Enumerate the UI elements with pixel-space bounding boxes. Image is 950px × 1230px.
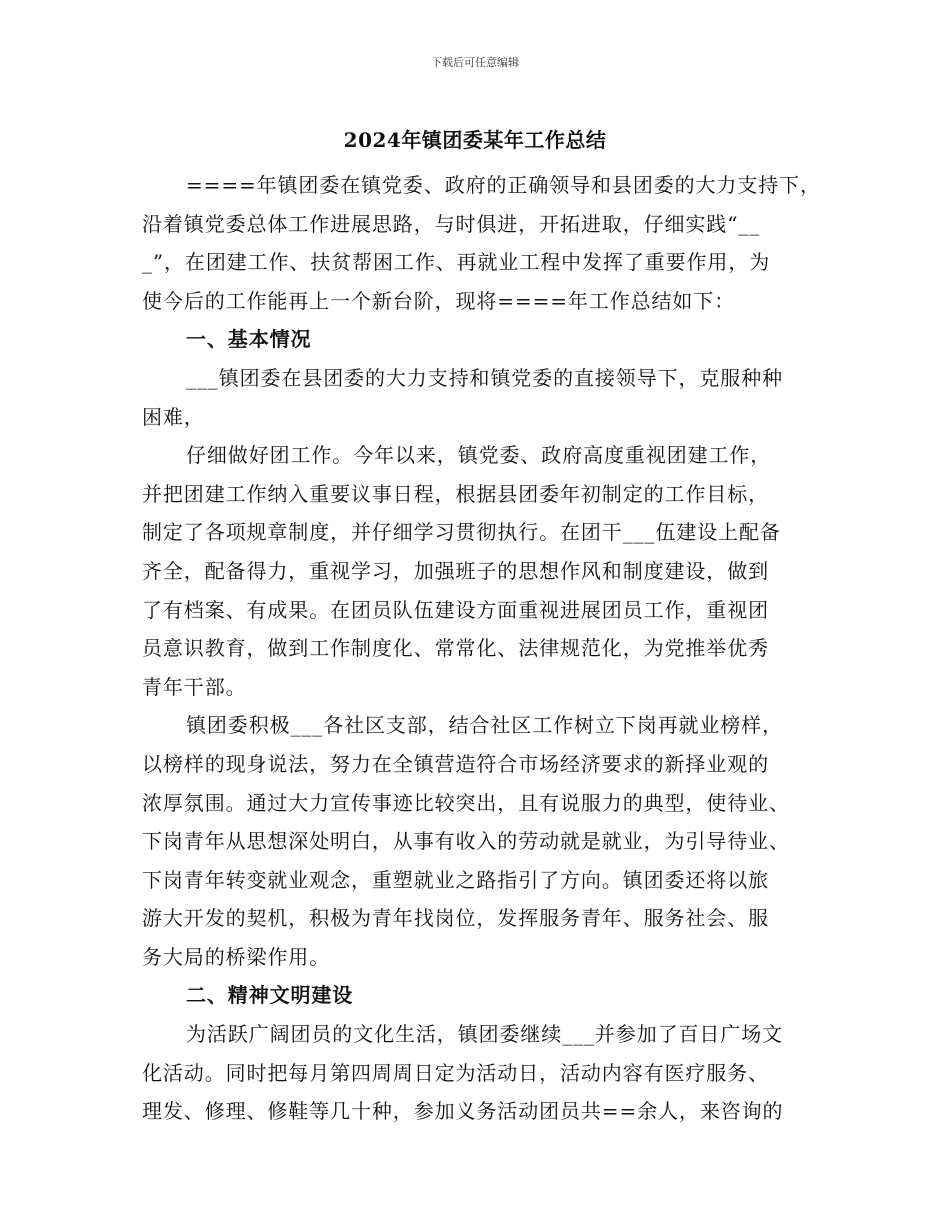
paragraph-line: _”，在团建工作、扶贫帮困工作、再就业工程中发挥了重要作用，为 bbox=[142, 250, 771, 275]
paragraph-line: 化活动。同时把每月第四周周日定为活动日，活动内容有医疗服务、 bbox=[142, 1060, 769, 1085]
paragraph-line: 以榜样的现身说法，努力在全镇营造符合市场经济要求的新择业观的 bbox=[142, 751, 769, 776]
paragraph-line: 使今后的工作能再上一个新台阶，现将====年工作总结如下： bbox=[142, 288, 736, 313]
paragraph-line: ___镇团委在县团委的大力支持和镇党委的直接领导下，克服种种 bbox=[186, 365, 783, 390]
paragraph-line: 理发、修理、修鞋等几十种，参加义务活动团员共==余人，来咨询的 bbox=[142, 1099, 784, 1124]
paragraph-line: 员意识教育，做到工作制度化、常常化、法律规范化，为党推举优秀 bbox=[142, 636, 769, 661]
paragraph-line: 下岗青年从思想深处明白，从事有收入的劳动就是就业，为引导待业、 bbox=[142, 829, 790, 854]
paragraph-line: 困难， bbox=[142, 404, 205, 429]
header-note: 下载后可任意编辑 bbox=[431, 56, 519, 69]
paragraph-line: 齐全，配备得力，重视学习，加强班子的思想作风和制度建设，做到 bbox=[142, 558, 769, 583]
paragraph-line: 镇团委积极___各社区支部，结合社区工作树立下岗再就业榜样， bbox=[186, 713, 783, 738]
paragraph-line: 游大开发的契机，积极为青年找岗位，发挥服务青年、服务社会、服 bbox=[142, 906, 769, 931]
paragraph-line: 了有档案、有成果。在团员队伍建设方面重视进展团员工作，重视团 bbox=[142, 597, 769, 622]
paragraph-line: 仔细做好团工作。今年以来，镇党委、政府高度重视团建工作， bbox=[186, 443, 772, 468]
paragraph-line: 为活跃广阔团员的文化生活，镇团委继续___并参加了百日广场文 bbox=[186, 1022, 783, 1047]
paragraph-line: 制定了各项规章制度，并仔细学习贯彻执行。在团干___伍建设上配备 bbox=[142, 520, 781, 545]
paragraph-line: 务大局的桥梁作用。 bbox=[142, 944, 331, 969]
paragraph-line: 青年干部。 bbox=[142, 674, 247, 699]
paragraph-line: 并把团建工作纳入重要议事日程，根据县团委年初制定的工作目标， bbox=[142, 481, 769, 506]
paragraph-line: 下岗青年转变就业观念，重塑就业之路指引了方向。镇团委还将以旅 bbox=[142, 867, 769, 892]
document-body bbox=[142, 166, 821, 1131]
paragraph-line: ====年镇团委在镇党委、政府的正确领导和县团委的大力支持下， bbox=[186, 173, 821, 197]
paragraph-line: 沿着镇党委总体工作进展思路，与时俱进，开拓进取，仔细实践“__ bbox=[142, 211, 761, 236]
paragraph-line: 浓厚氛围。通过大力宣传事迹比较突出，且有说服力的典型，使待业、 bbox=[142, 790, 790, 815]
section-heading: 二、精神文明建设 bbox=[186, 983, 354, 1008]
document-title: 2024年镇团委某年工作总结 bbox=[343, 128, 607, 152]
section-heading: 一、基本情况 bbox=[186, 327, 312, 352]
